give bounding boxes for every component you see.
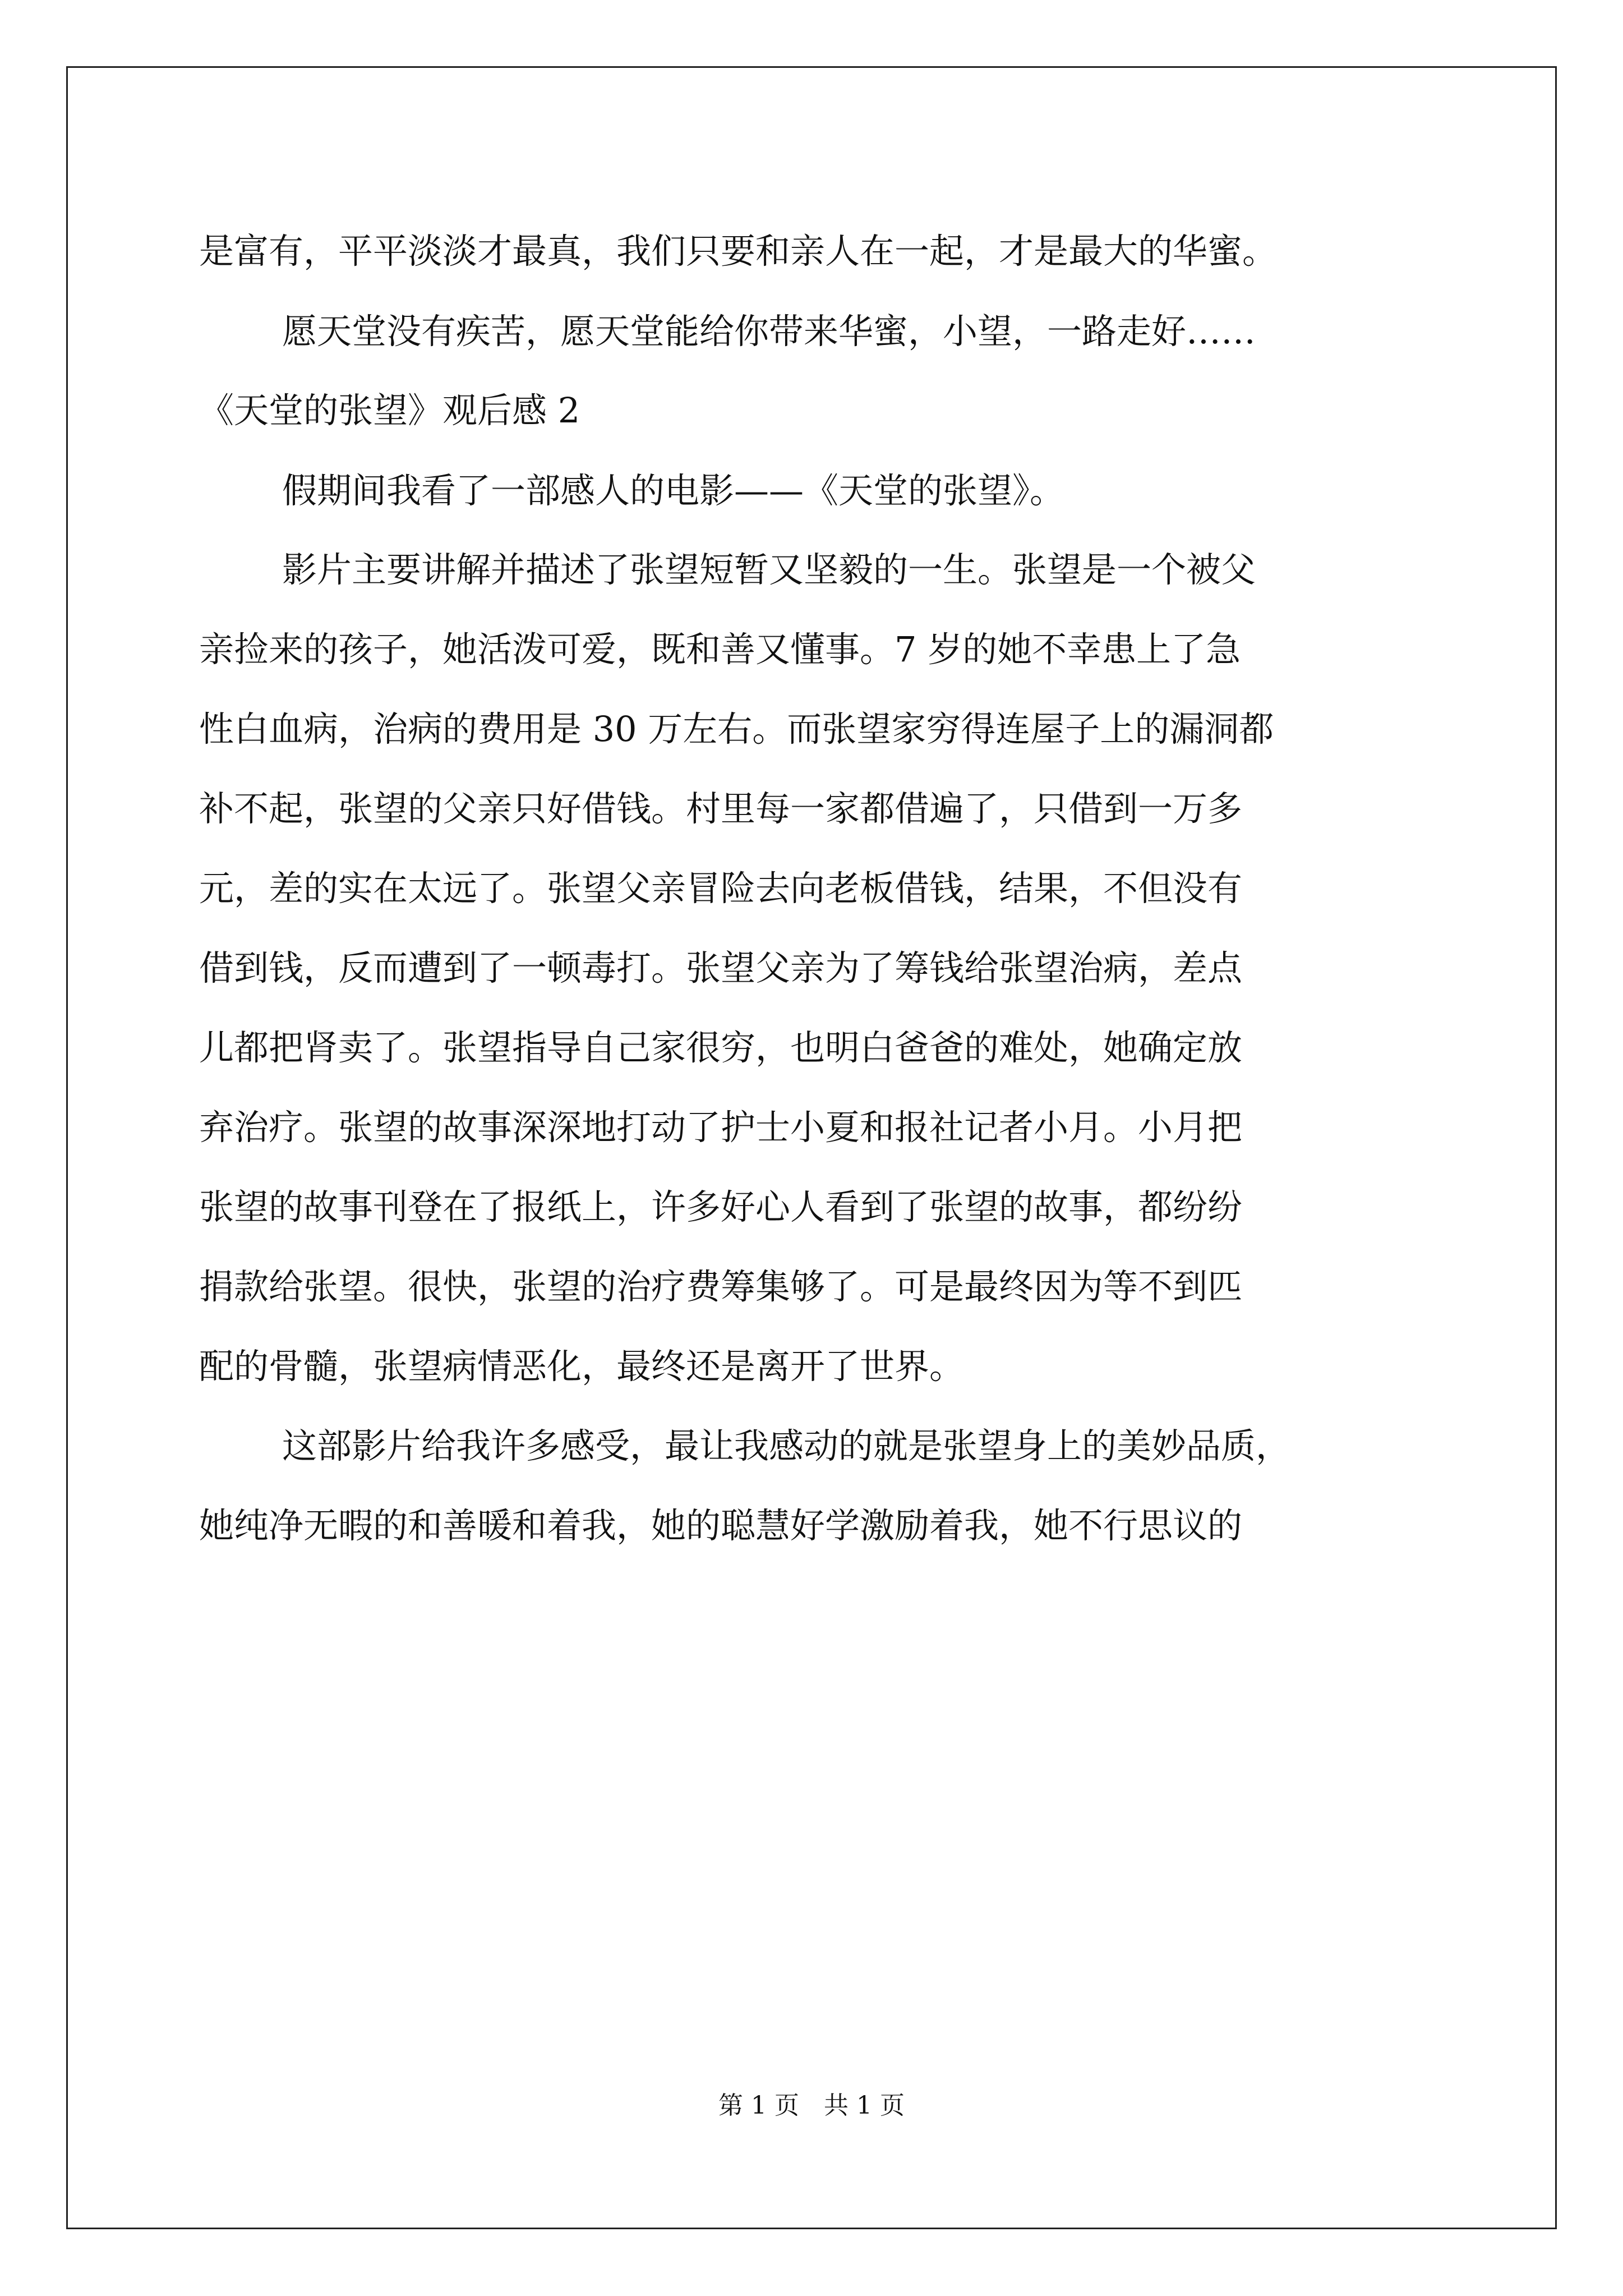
section-heading: 《天堂的张望》观后感 2: [199, 390, 580, 431]
text-line: 愿天堂没有疾苦，愿天堂能给你带来华蜜，小望，一路走好……: [282, 311, 1256, 352]
page-number-total: 共 1 页: [824, 2091, 905, 2120]
text-line: 补不起，张望的父亲只好借钱。村里每一家都借遍了，只借到一万多: [199, 788, 1243, 829]
text-line: 影片主要讲解并描述了张望短暂又坚毅的一生。张望是一个被父: [282, 549, 1256, 590]
text-line: 张望的故事刊登在了报纸上，许多好心人看到了张望的故事，都纷纷: [199, 1186, 1243, 1227]
text-line: 亲捡来的孩子，她活泼可爱，既和善又懂事。7 岁的她不幸患上了急: [199, 629, 1241, 670]
text-line: 捐款给张望。很快，张望的治疗费筹集够了。可是最终因为等不到匹: [199, 1266, 1243, 1307]
text-line: 元，差的实在太远了。张望父亲冒险去向老板借钱，结果，不但没有: [199, 868, 1243, 909]
text-line: 配的骨髓，张望病情恶化，最终还是离开了世界。: [199, 1346, 965, 1387]
text-line: 这部影片给我许多感受，最让我感动的就是张望身上的美妙品质，: [282, 1425, 1291, 1466]
page-number-current: 第 1 页: [718, 2091, 799, 2120]
page-footer: [0, 2090, 1623, 2122]
text-line: 弃治疗。张望的故事深深地打动了护士小夏和报社记者小月。小月把: [199, 1107, 1243, 1148]
text-line: 借到钱，反而遭到了一顿毒打。张望父亲为了筹钱给张望治病，差点: [199, 947, 1243, 988]
text-line: 儿都把肾卖了。张望指导自己家很穷，也明白爸爸的难处，她确定放: [199, 1027, 1243, 1068]
text-line: 假期间我看了一部感人的电影——《天堂的张望》。: [282, 470, 1065, 511]
text-line: 她纯净无暇的和善暖和着我，她的聪慧好学激励着我，她不行思议的: [199, 1505, 1243, 1546]
text-line: 是富有，平平淡淡才最真，我们只要和亲人在一起，才是最大的华蜜。: [199, 231, 1278, 272]
text-line: 性白血病，治病的费用是 30 万左右。而张望家穷得连屋子上的漏洞都: [199, 708, 1274, 749]
